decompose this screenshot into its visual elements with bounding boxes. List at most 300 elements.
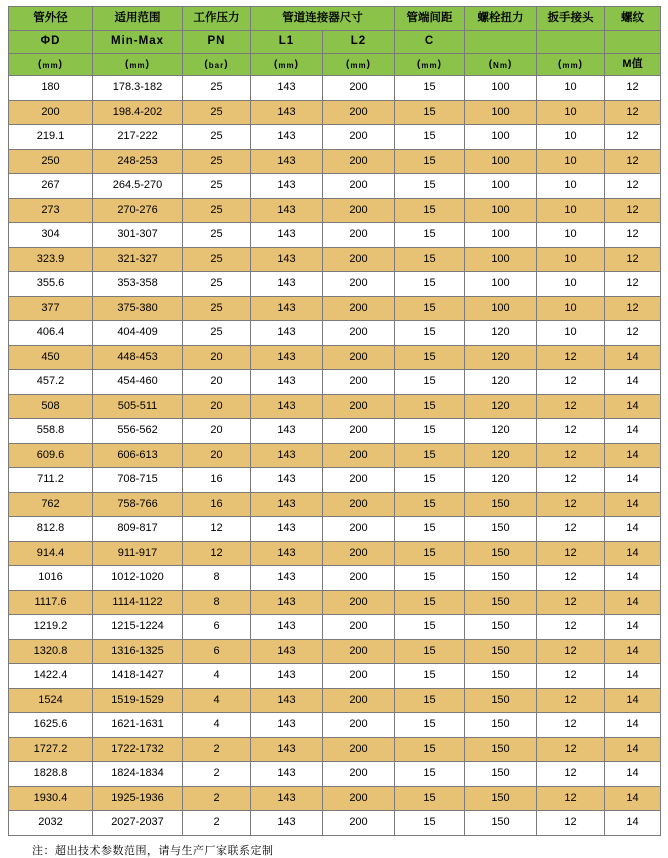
- cell-pn: 25: [183, 223, 251, 248]
- cell-l2: 200: [323, 247, 395, 272]
- table-row: [9, 590, 661, 615]
- cell-l1: 143: [251, 688, 323, 713]
- cell-od: 609.6: [9, 443, 93, 468]
- cell-torque: 150: [465, 664, 537, 689]
- cell-l1: 143: [251, 762, 323, 787]
- symbol-outer-diameter: ΦD: [9, 31, 93, 54]
- cell-torque: 150: [465, 517, 537, 542]
- cell-l1: 143: [251, 664, 323, 689]
- cell-od: 1422.4: [9, 664, 93, 689]
- cell-l1: 143: [251, 786, 323, 811]
- cell-range: 248-253: [93, 149, 183, 174]
- header-wrench-fitting: 扳手接头: [537, 7, 605, 31]
- cell-wrench: 10: [537, 247, 605, 272]
- cell-pn: 20: [183, 443, 251, 468]
- cell-od: 219.1: [9, 125, 93, 150]
- cell-wrench: 12: [537, 590, 605, 615]
- cell-range: 217-222: [93, 125, 183, 150]
- table-row: [9, 492, 661, 517]
- cell-thread: 14: [605, 811, 661, 836]
- header-working-pressure: 工作压力: [183, 7, 251, 31]
- cell-od: 1625.6: [9, 713, 93, 738]
- cell-l1: 143: [251, 419, 323, 444]
- cell-c: 15: [395, 541, 465, 566]
- cell-pn: 8: [183, 590, 251, 615]
- cell-wrench: 12: [537, 811, 605, 836]
- unit-range: (mm): [93, 54, 183, 76]
- table-row: [9, 762, 661, 787]
- cell-od: 1320.8: [9, 639, 93, 664]
- cell-torque: 100: [465, 272, 537, 297]
- cell-c: 15: [395, 223, 465, 248]
- cell-l2: 200: [323, 615, 395, 640]
- cell-c: 15: [395, 125, 465, 150]
- cell-l1: 143: [251, 517, 323, 542]
- cell-od: 762: [9, 492, 93, 517]
- cell-wrench: 10: [537, 100, 605, 125]
- table-row: [9, 688, 661, 713]
- cell-c: 15: [395, 786, 465, 811]
- cell-l2: 200: [323, 786, 395, 811]
- cell-thread: 14: [605, 394, 661, 419]
- table-row: [9, 443, 661, 468]
- cell-c: 15: [395, 174, 465, 199]
- cell-thread: 14: [605, 688, 661, 713]
- cell-l2: 200: [323, 443, 395, 468]
- cell-wrench: 10: [537, 321, 605, 346]
- cell-range: 375-380: [93, 296, 183, 321]
- cell-range: 264.5-270: [93, 174, 183, 199]
- cell-torque: 150: [465, 762, 537, 787]
- cell-od: 200: [9, 100, 93, 125]
- cell-l1: 143: [251, 370, 323, 395]
- cell-od: 250: [9, 149, 93, 174]
- table-row: [9, 272, 661, 297]
- cell-pn: 2: [183, 811, 251, 836]
- cell-l2: 200: [323, 468, 395, 493]
- unit-l1: (mm): [251, 54, 323, 76]
- cell-torque: 120: [465, 468, 537, 493]
- cell-range: 1215-1224: [93, 615, 183, 640]
- cell-l1: 143: [251, 590, 323, 615]
- cell-c: 15: [395, 149, 465, 174]
- cell-wrench: 12: [537, 664, 605, 689]
- cell-torque: 100: [465, 198, 537, 223]
- cell-pn: 25: [183, 198, 251, 223]
- cell-wrench: 12: [537, 443, 605, 468]
- cell-torque: 100: [465, 223, 537, 248]
- table-row: [9, 468, 661, 493]
- cell-range: 809-817: [93, 517, 183, 542]
- cell-l1: 143: [251, 615, 323, 640]
- cell-c: 15: [395, 419, 465, 444]
- cell-pn: 25: [183, 296, 251, 321]
- unit-torque: (Nm): [465, 54, 537, 76]
- cell-od: 1727.2: [9, 737, 93, 762]
- cell-pn: 25: [183, 100, 251, 125]
- cell-od: 457.2: [9, 370, 93, 395]
- cell-od: 355.6: [9, 272, 93, 297]
- cell-l2: 200: [323, 688, 395, 713]
- table-row: [9, 321, 661, 346]
- cell-thread: 12: [605, 76, 661, 101]
- cell-torque: 150: [465, 492, 537, 517]
- cell-thread: 14: [605, 664, 661, 689]
- cell-od: 711.2: [9, 468, 93, 493]
- cell-torque: 150: [465, 688, 537, 713]
- cell-range: 1722-1732: [93, 737, 183, 762]
- cell-od: 377: [9, 296, 93, 321]
- cell-wrench: 10: [537, 174, 605, 199]
- unit-wrench: (mm): [537, 54, 605, 76]
- cell-c: 15: [395, 370, 465, 395]
- header-thread: 螺纹: [605, 7, 661, 31]
- symbol-l1: L1: [251, 31, 323, 54]
- cell-range: 1418-1427: [93, 664, 183, 689]
- cell-range: 404-409: [93, 321, 183, 346]
- table-row: [9, 198, 661, 223]
- table-row: [9, 247, 661, 272]
- cell-l2: 200: [323, 321, 395, 346]
- cell-c: 15: [395, 762, 465, 787]
- cell-pn: 25: [183, 321, 251, 346]
- table-row: [9, 149, 661, 174]
- unit-c: (mm): [395, 54, 465, 76]
- cell-wrench: 10: [537, 149, 605, 174]
- table-row: [9, 174, 661, 199]
- cell-l2: 200: [323, 737, 395, 762]
- header-row-titles: [9, 7, 661, 31]
- cell-thread: 12: [605, 272, 661, 297]
- cell-range: 1925-1936: [93, 786, 183, 811]
- cell-torque: 150: [465, 786, 537, 811]
- cell-pn: 25: [183, 247, 251, 272]
- cell-pn: 12: [183, 517, 251, 542]
- cell-l1: 143: [251, 149, 323, 174]
- cell-thread: 14: [605, 566, 661, 591]
- unit-outer-diameter: (mm): [9, 54, 93, 76]
- cell-thread: 14: [605, 639, 661, 664]
- symbol-l2: L2: [323, 31, 395, 54]
- cell-range: 353-358: [93, 272, 183, 297]
- cell-range: 708-715: [93, 468, 183, 493]
- cell-thread: 14: [605, 345, 661, 370]
- unit-pn: (bar): [183, 54, 251, 76]
- cell-pn: 20: [183, 345, 251, 370]
- cell-torque: 120: [465, 321, 537, 346]
- cell-od: 558.8: [9, 419, 93, 444]
- cell-od: 508: [9, 394, 93, 419]
- table-row: [9, 419, 661, 444]
- cell-c: 15: [395, 566, 465, 591]
- cell-c: 15: [395, 713, 465, 738]
- cell-c: 15: [395, 517, 465, 542]
- cell-l1: 143: [251, 321, 323, 346]
- cell-l1: 143: [251, 639, 323, 664]
- table-row: [9, 345, 661, 370]
- cell-l2: 200: [323, 419, 395, 444]
- cell-c: 15: [395, 615, 465, 640]
- cell-wrench: 12: [537, 468, 605, 493]
- cell-wrench: 10: [537, 296, 605, 321]
- cell-od: 914.4: [9, 541, 93, 566]
- cell-wrench: 12: [537, 517, 605, 542]
- cell-range: 1316-1325: [93, 639, 183, 664]
- cell-pn: 25: [183, 76, 251, 101]
- cell-range: 448-453: [93, 345, 183, 370]
- cell-wrench: 12: [537, 713, 605, 738]
- symbol-range: Min-Max: [93, 31, 183, 54]
- cell-l1: 143: [251, 394, 323, 419]
- cell-torque: 120: [465, 443, 537, 468]
- cell-od: 1930.4: [9, 786, 93, 811]
- symbol-pn: PN: [183, 31, 251, 54]
- cell-torque: 120: [465, 394, 537, 419]
- cell-c: 15: [395, 394, 465, 419]
- cell-l2: 200: [323, 492, 395, 517]
- symbol-thread: [605, 31, 661, 54]
- cell-l2: 200: [323, 296, 395, 321]
- cell-od: 323.9: [9, 247, 93, 272]
- cell-od: 1117.6: [9, 590, 93, 615]
- header-applicable-range: 适用范围: [93, 7, 183, 31]
- cell-pn: 4: [183, 688, 251, 713]
- cell-l1: 143: [251, 541, 323, 566]
- header-row-units: [9, 54, 661, 76]
- cell-thread: 12: [605, 125, 661, 150]
- cell-torque: 150: [465, 737, 537, 762]
- cell-thread: 14: [605, 419, 661, 444]
- footnote: 注：超出技术参数范围，请与生产厂家联系定制: [32, 844, 274, 857]
- cell-thread: 12: [605, 198, 661, 223]
- cell-wrench: 12: [537, 370, 605, 395]
- cell-range: 1114-1122: [93, 590, 183, 615]
- table-row: [9, 713, 661, 738]
- cell-l2: 200: [323, 811, 395, 836]
- cell-l2: 200: [323, 713, 395, 738]
- cell-range: 1519-1529: [93, 688, 183, 713]
- cell-l1: 143: [251, 76, 323, 101]
- cell-wrench: 12: [537, 688, 605, 713]
- cell-l1: 143: [251, 125, 323, 150]
- table-row: [9, 296, 661, 321]
- header-pipe-end-gap: 管端间距: [395, 7, 465, 31]
- cell-l1: 143: [251, 566, 323, 591]
- cell-l1: 143: [251, 713, 323, 738]
- specification-table: [8, 6, 661, 836]
- cell-c: 15: [395, 247, 465, 272]
- cell-od: 304: [9, 223, 93, 248]
- cell-l2: 200: [323, 272, 395, 297]
- cell-thread: 12: [605, 223, 661, 248]
- cell-od: 450: [9, 345, 93, 370]
- cell-thread: 12: [605, 174, 661, 199]
- cell-thread: 14: [605, 713, 661, 738]
- cell-thread: 12: [605, 100, 661, 125]
- cell-thread: 12: [605, 247, 661, 272]
- cell-od: 2032: [9, 811, 93, 836]
- cell-torque: 120: [465, 419, 537, 444]
- cell-wrench: 12: [537, 419, 605, 444]
- cell-pn: 16: [183, 492, 251, 517]
- unit-thread: M值: [605, 54, 661, 76]
- cell-od: 1219.2: [9, 615, 93, 640]
- table-row: [9, 517, 661, 542]
- cell-pn: 6: [183, 639, 251, 664]
- cell-torque: 100: [465, 100, 537, 125]
- header-outer-diameter: 管外径: [9, 7, 93, 31]
- cell-od: 812.8: [9, 517, 93, 542]
- cell-wrench: 12: [537, 541, 605, 566]
- cell-l1: 143: [251, 443, 323, 468]
- cell-l1: 143: [251, 296, 323, 321]
- cell-l1: 143: [251, 468, 323, 493]
- unit-l2: (mm): [323, 54, 395, 76]
- cell-l2: 200: [323, 664, 395, 689]
- table-header: [9, 7, 661, 76]
- cell-range: 178.3-182: [93, 76, 183, 101]
- cell-torque: 100: [465, 296, 537, 321]
- cell-c: 15: [395, 272, 465, 297]
- cell-l2: 200: [323, 149, 395, 174]
- cell-wrench: 12: [537, 394, 605, 419]
- symbol-c: C: [395, 31, 465, 54]
- table-row: [9, 541, 661, 566]
- table-row: [9, 125, 661, 150]
- table-row: [9, 100, 661, 125]
- cell-pn: 25: [183, 149, 251, 174]
- cell-wrench: 12: [537, 566, 605, 591]
- cell-od: 267: [9, 174, 93, 199]
- cell-c: 15: [395, 639, 465, 664]
- table-row: [9, 664, 661, 689]
- cell-l1: 143: [251, 492, 323, 517]
- cell-torque: 100: [465, 174, 537, 199]
- cell-l2: 200: [323, 541, 395, 566]
- cell-c: 15: [395, 443, 465, 468]
- cell-l2: 200: [323, 198, 395, 223]
- cell-c: 15: [395, 296, 465, 321]
- symbol-wrench: [537, 31, 605, 54]
- cell-l1: 143: [251, 811, 323, 836]
- cell-wrench: 10: [537, 272, 605, 297]
- cell-thread: 14: [605, 590, 661, 615]
- cell-thread: 14: [605, 370, 661, 395]
- cell-l1: 143: [251, 272, 323, 297]
- table-row: [9, 76, 661, 101]
- cell-pn: 6: [183, 615, 251, 640]
- table-row: [9, 370, 661, 395]
- cell-thread: 14: [605, 762, 661, 787]
- table-row: [9, 615, 661, 640]
- cell-pn: 2: [183, 737, 251, 762]
- cell-pn: 25: [183, 125, 251, 150]
- cell-thread: 14: [605, 492, 661, 517]
- cell-torque: 150: [465, 590, 537, 615]
- cell-thread: 14: [605, 615, 661, 640]
- cell-torque: 150: [465, 615, 537, 640]
- cell-range: 606-613: [93, 443, 183, 468]
- cell-c: 15: [395, 468, 465, 493]
- cell-l2: 200: [323, 125, 395, 150]
- cell-range: 911-917: [93, 541, 183, 566]
- cell-pn: 16: [183, 468, 251, 493]
- header-connector-size: 管道连接器尺寸: [251, 7, 395, 31]
- cell-thread: 12: [605, 149, 661, 174]
- cell-wrench: 10: [537, 223, 605, 248]
- cell-l1: 143: [251, 737, 323, 762]
- cell-range: 1012-1020: [93, 566, 183, 591]
- cell-l2: 200: [323, 517, 395, 542]
- cell-od: 406.4: [9, 321, 93, 346]
- cell-range: 270-276: [93, 198, 183, 223]
- cell-l1: 143: [251, 223, 323, 248]
- table-body: [9, 76, 661, 836]
- cell-od: 273: [9, 198, 93, 223]
- cell-l2: 200: [323, 762, 395, 787]
- cell-l2: 200: [323, 639, 395, 664]
- cell-range: 556-562: [93, 419, 183, 444]
- cell-torque: 100: [465, 125, 537, 150]
- cell-thread: 12: [605, 321, 661, 346]
- cell-thread: 14: [605, 786, 661, 811]
- cell-torque: 120: [465, 345, 537, 370]
- table-row: [9, 737, 661, 762]
- table-row: [9, 639, 661, 664]
- cell-thread: 14: [605, 517, 661, 542]
- table-row: [9, 394, 661, 419]
- header-row-symbols: [9, 31, 661, 54]
- cell-pn: 20: [183, 419, 251, 444]
- cell-pn: 8: [183, 566, 251, 591]
- cell-l2: 200: [323, 566, 395, 591]
- cell-l2: 200: [323, 590, 395, 615]
- cell-wrench: 12: [537, 615, 605, 640]
- cell-l2: 200: [323, 370, 395, 395]
- cell-l1: 143: [251, 100, 323, 125]
- cell-wrench: 12: [537, 492, 605, 517]
- cell-pn: 2: [183, 762, 251, 787]
- cell-range: 2027-2037: [93, 811, 183, 836]
- cell-torque: 100: [465, 149, 537, 174]
- cell-c: 15: [395, 737, 465, 762]
- cell-c: 15: [395, 664, 465, 689]
- cell-range: 505-511: [93, 394, 183, 419]
- cell-pn: 12: [183, 541, 251, 566]
- cell-l2: 200: [323, 345, 395, 370]
- cell-torque: 150: [465, 541, 537, 566]
- cell-l1: 143: [251, 247, 323, 272]
- cell-range: 454-460: [93, 370, 183, 395]
- cell-l2: 200: [323, 223, 395, 248]
- cell-torque: 150: [465, 639, 537, 664]
- cell-c: 15: [395, 198, 465, 223]
- table-row: [9, 566, 661, 591]
- cell-c: 15: [395, 688, 465, 713]
- cell-torque: 100: [465, 247, 537, 272]
- cell-pn: 2: [183, 786, 251, 811]
- cell-wrench: 10: [537, 198, 605, 223]
- table-row: [9, 786, 661, 811]
- symbol-torque: [465, 31, 537, 54]
- cell-torque: 150: [465, 566, 537, 591]
- cell-range: 758-766: [93, 492, 183, 517]
- cell-c: 15: [395, 590, 465, 615]
- cell-pn: 25: [183, 174, 251, 199]
- cell-wrench: 10: [537, 125, 605, 150]
- cell-l2: 200: [323, 76, 395, 101]
- cell-pn: 20: [183, 370, 251, 395]
